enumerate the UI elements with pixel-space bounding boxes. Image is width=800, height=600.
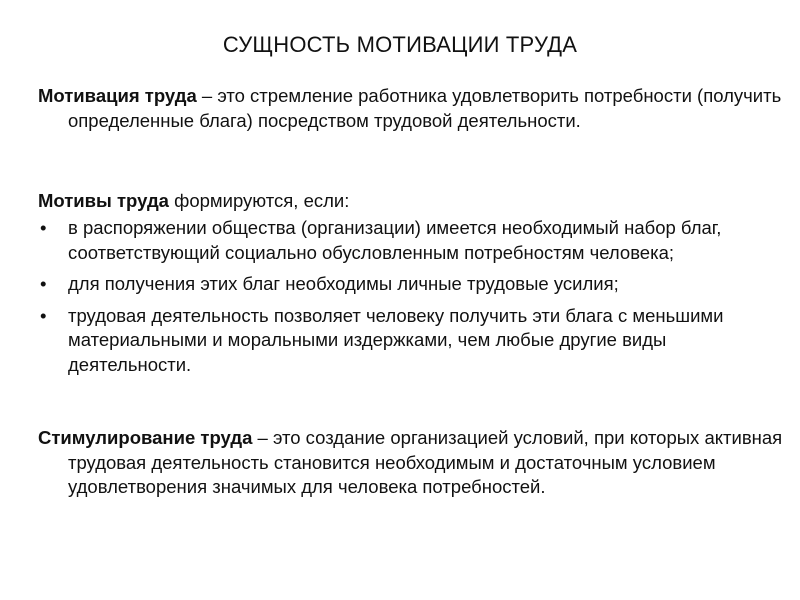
motives-conditions-list bbox=[38, 216, 768, 384]
list-item bbox=[38, 216, 768, 265]
term-motives: Мотивы труда bbox=[38, 190, 169, 211]
bullet-icon: • bbox=[40, 217, 47, 238]
term-motivation: Мотивация труда bbox=[38, 85, 197, 106]
list-item bbox=[38, 272, 768, 297]
definition-motivation bbox=[38, 84, 798, 133]
motives-intro bbox=[38, 189, 798, 214]
definition-motivation-text: – это стремление работника удовлетворить потребности (получить определенные блага) посредством трудовой деятельности. bbox=[68, 85, 782, 131]
slide-title: СУЩНОСТЬ МОТИВАЦИИ ТРУДА bbox=[222, 32, 578, 57]
term-stimulation: Стимулирование труда bbox=[38, 427, 253, 448]
list-item bbox=[38, 304, 768, 378]
motives-intro-text: формируются, если: bbox=[168, 190, 350, 211]
bullet-icon: • bbox=[40, 304, 47, 326]
list-item-text: трудовая деятельность позволяет человеку получить эти блага с меньшими материальными и моральными издержками, чем любые другие виды деятельности. bbox=[68, 304, 724, 375]
definition-stimulation-text: – это создание организацией условий, при которых активная трудовая деятельность становится необходимым и достаточным условием удовлетворения значимых для человека потребностей. bbox=[68, 427, 783, 497]
definition-stimulation bbox=[38, 426, 798, 500]
list-item-text: для получения этих благ необходимы личные трудовые усилия; bbox=[68, 273, 619, 294]
bullet-icon: • bbox=[40, 273, 47, 294]
list-item-text: в распоряжении общества (организации) имеется необходимый набор благ, соответствующий социально обусловленным потребностям человека; bbox=[68, 217, 722, 263]
